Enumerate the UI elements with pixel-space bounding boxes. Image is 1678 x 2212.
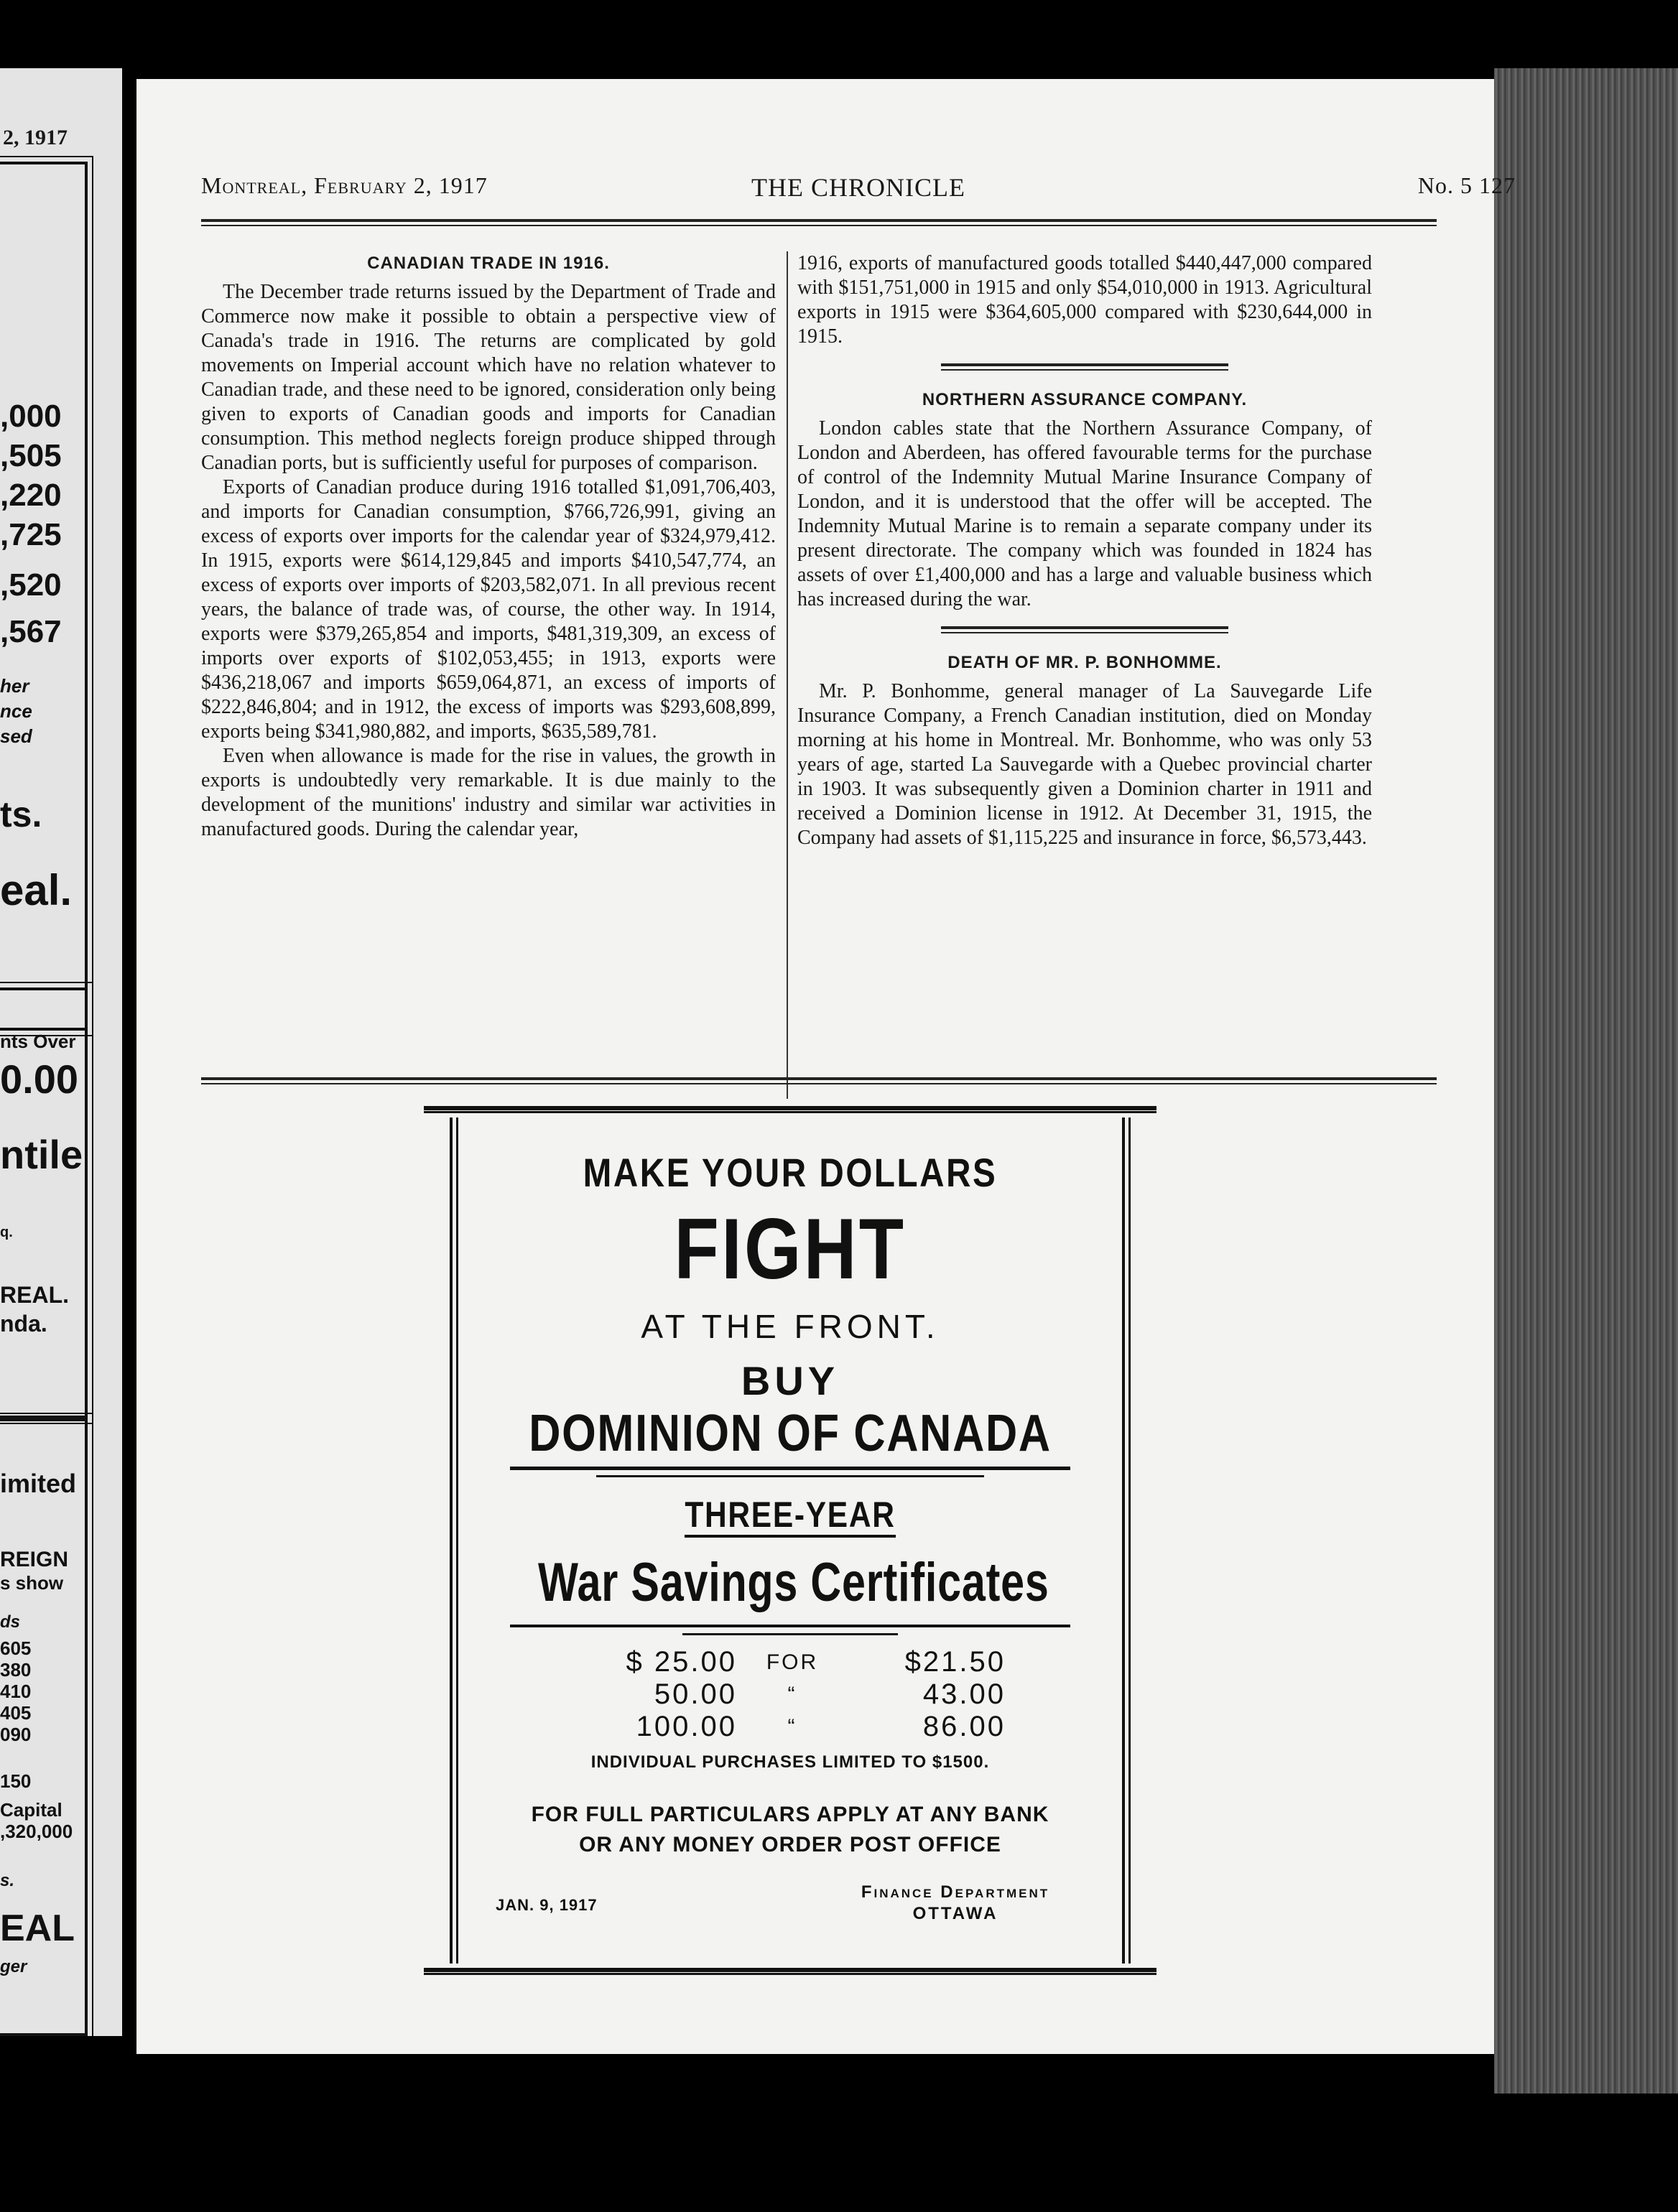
ad-frame-right bbox=[1122, 1117, 1131, 1964]
ad-at-the-front: AT THE FRONT. bbox=[641, 1308, 940, 1345]
running-head-title: THE CHRONICLE bbox=[751, 173, 965, 202]
ad-dominion: DOMINION OF CANADA bbox=[529, 1405, 1052, 1462]
previous-page-fragment: sed bbox=[0, 725, 32, 747]
advertisement-top-rule bbox=[201, 1077, 1437, 1084]
previous-page-fragment: EAL bbox=[0, 1907, 75, 1949]
ad-three-year bbox=[516, 1494, 1065, 1535]
previous-page-fragment: 405 bbox=[0, 1702, 32, 1724]
previous-page-fragment: ,320,000 bbox=[0, 1821, 73, 1842]
ad-rule bbox=[682, 1633, 898, 1635]
article-paragraph: Exports of Canadian produce during 1916 totalled $1,091,706,403, and imports for Canadian consumption, $766,726,991, giving an excess of exports over imports for the calendar year of $324,979,412. In 1915, exports were $614,129,845 and imports $410,547,774, an excess of exports over imports of $203,582,071. In all previous recent years, the balance of trade was, of course, the other way. In 1914, exports were $379,265,854 and imports, $481,319,309, an excess of imports over exports of $102,053,455; in 1913, exports were $436,218,067 and imports $659,064,871, an excess of imports of $222,846,804; and in 1912, the excess of imports was $293,608,899, exports being $341,980,882, and imports, $635,589,781. bbox=[201, 476, 776, 743]
previous-page-fragment: REIGN bbox=[0, 1548, 69, 1571]
previous-page-fragment: ntile bbox=[0, 1132, 83, 1177]
price-value: 50.00 bbox=[654, 1678, 737, 1710]
article-paragraph: The December trade returns issued by the Department of Trade and Commerce now make it possible to obtain a perspective view of Canada's trade in 1916. The returns are complicated by gold movements on Imperial account which have no relation whatever to Canadian trade, and these need to be ignored, consideration only being given to exports of Canadian goods and imports for Canadian consumption. This method neglects foreign produce shipped through Canadian ports, but is sufficiently useful for purposes of comparison. bbox=[201, 281, 776, 474]
previous-page-fragment: ts. bbox=[0, 794, 42, 835]
previous-page-fragment: ,220 bbox=[0, 478, 62, 513]
price-cost: 43.00 bbox=[922, 1678, 1006, 1710]
ad-purchase-limit: INDIVIDUAL PURCHASES LIMITED TO $1500. bbox=[590, 1752, 990, 1772]
previous-page-fragment: nce bbox=[0, 700, 32, 722]
previous-page-fragment: ,567 bbox=[0, 614, 62, 649]
price-separator: FOR bbox=[766, 1650, 819, 1674]
price-separator: “ bbox=[787, 1714, 797, 1739]
previous-page-fragment: imited bbox=[0, 1469, 77, 1498]
war-savings-advertisement bbox=[424, 1106, 1156, 1975]
previous-page-fragment: ,725 bbox=[0, 517, 62, 552]
ad-headline: MAKE YOUR DOLLARS bbox=[583, 1150, 998, 1195]
ad-buy: BUY bbox=[741, 1358, 840, 1403]
previous-page-fragment: nts Over bbox=[0, 1031, 76, 1052]
column-divider bbox=[787, 251, 788, 1099]
price-row bbox=[567, 1678, 1010, 1711]
book-page-edges bbox=[1494, 68, 1678, 2094]
ad-rule bbox=[510, 1467, 1070, 1470]
section-rule bbox=[941, 626, 1228, 633]
ad-department bbox=[812, 1882, 1099, 1925]
ad-content bbox=[467, 1135, 1113, 1946]
ad-frame-left bbox=[450, 1117, 458, 1964]
price-row bbox=[567, 1711, 1010, 1743]
right-column bbox=[797, 251, 1372, 850]
ad-rule bbox=[510, 1625, 1070, 1627]
previous-page-fragment: 380 bbox=[0, 1659, 32, 1681]
ad-three-year-text: THREE-YEAR bbox=[685, 1495, 895, 1538]
ad-fight: FIGHT bbox=[674, 1201, 907, 1297]
previous-page-fragment: s. bbox=[0, 1871, 15, 1890]
previous-page-fragment: 605 bbox=[0, 1637, 32, 1659]
price-row bbox=[567, 1646, 1010, 1678]
previous-page-fragment: 0.00 bbox=[0, 1056, 78, 1102]
previous-page-fragment: ,000 bbox=[0, 399, 62, 434]
article-title-canadian-trade: CANADIAN TRADE IN 1916. bbox=[367, 254, 610, 273]
running-head bbox=[201, 172, 1516, 204]
ad-frame-bottom bbox=[424, 1968, 1156, 1975]
ad-apply-line-2: OR ANY MONEY ORDER POST OFFICE bbox=[579, 1833, 1001, 1856]
previous-page-fragment: ger bbox=[0, 1957, 27, 1976]
previous-page-fragment: Capital bbox=[0, 1799, 62, 1821]
previous-page-edge bbox=[0, 68, 122, 2036]
previous-page-fragment: REAL. bbox=[0, 1282, 69, 1308]
newspaper-page bbox=[136, 79, 1516, 2054]
left-column bbox=[201, 251, 776, 842]
previous-page-fragment: eal. bbox=[0, 866, 73, 914]
article-title-northern-assurance: NORTHERN ASSURANCE COMPANY. bbox=[922, 390, 1248, 409]
ad-frame-top bbox=[424, 1106, 1156, 1113]
article-paragraph: Mr. P. Bonhomme, general manager of La Sauvegarde Life Insurance Company, a French Canadian institution, died on Monday morning at his home in Montreal. Mr. Bonhomme, who was only 53 years of age, started La Sauvegarde with a Quebec provincial charter in 1903. It was subsequently given a Dominion charter in 1911 and received a Dominion license in 1912. At December 31, 1915, the Company had assets of $1,115,225 and insurance in force, $6,573,443. bbox=[797, 680, 1372, 849]
ad-department-city: OTTAWA bbox=[912, 1904, 998, 1923]
article-paragraph: London cables state that the Northern Assurance Company, of London and Aberdeen, has offered favourable terms for the purchase of control of the Indemnity Mutual Marine Insurance Company of London, and it is understood that the offer will be accepted. The Indemnity Mutual Marine is to remain a separate company under its present directorate. The company which was founded in 1824 has assets of over £1,400,000 and has a large and valuable business which has increased during the war. bbox=[797, 417, 1372, 610]
ad-apply-line-1: FOR FULL PARTICULARS APPLY AT ANY BANK bbox=[531, 1803, 1049, 1826]
section-rule bbox=[941, 363, 1228, 371]
price-separator: “ bbox=[787, 1682, 797, 1706]
ad-price-table bbox=[567, 1646, 1010, 1743]
price-value: 100.00 bbox=[636, 1711, 737, 1742]
running-head-page-number: No. 5 127 bbox=[1417, 172, 1516, 198]
previous-page-fragment: 410 bbox=[0, 1681, 32, 1702]
article-paragraph: Even when allowance is made for the rise in values, the growth in exports is undoubtedly very remarkable. It is due mainly to the development of the munitions' industry and similar war activities in manufactured goods. During the calendar year, bbox=[201, 745, 776, 840]
previous-page-fragment: ds bbox=[0, 1612, 21, 1632]
previous-page-fragment: s show bbox=[0, 1572, 64, 1594]
article-title-bonhomme: DEATH OF MR. P. BONHOMME. bbox=[947, 653, 1222, 672]
previous-page-fragment: ,505 bbox=[0, 438, 62, 473]
ad-rule bbox=[596, 1475, 984, 1477]
previous-page-fragment: 090 bbox=[0, 1724, 32, 1745]
previous-page-fragment: nda. bbox=[0, 1311, 47, 1337]
running-head-dateline: Montreal, February 2, 1917 bbox=[201, 172, 488, 198]
ad-certificates: War Savings Certificates bbox=[538, 1552, 1049, 1613]
price-value: $ 25.00 bbox=[626, 1646, 737, 1678]
previous-page-fragment: her bbox=[0, 675, 29, 697]
header-rule bbox=[201, 219, 1437, 226]
previous-page-fragment: ,520 bbox=[0, 567, 62, 603]
previous-page-fragment: q. bbox=[0, 1224, 13, 1240]
price-cost: $21.50 bbox=[904, 1646, 1006, 1678]
previous-page-fragment: 150 bbox=[0, 1770, 32, 1792]
article-continuation: 1916, exports of manufactured goods totalled $440,447,000 compared with $151,751,000 in 1915 and only $54,010,000 in 1913. Agricultural exports in 1915 were $364,605,000 compared with $230,644,000 in 1915. bbox=[797, 252, 1372, 348]
ad-date: JAN. 9, 1917 bbox=[496, 1896, 598, 1914]
ad-department-name: Finance Department bbox=[861, 1882, 1050, 1902]
previous-page-header: 2, 1917 bbox=[3, 126, 68, 149]
price-cost: 86.00 bbox=[922, 1711, 1006, 1742]
